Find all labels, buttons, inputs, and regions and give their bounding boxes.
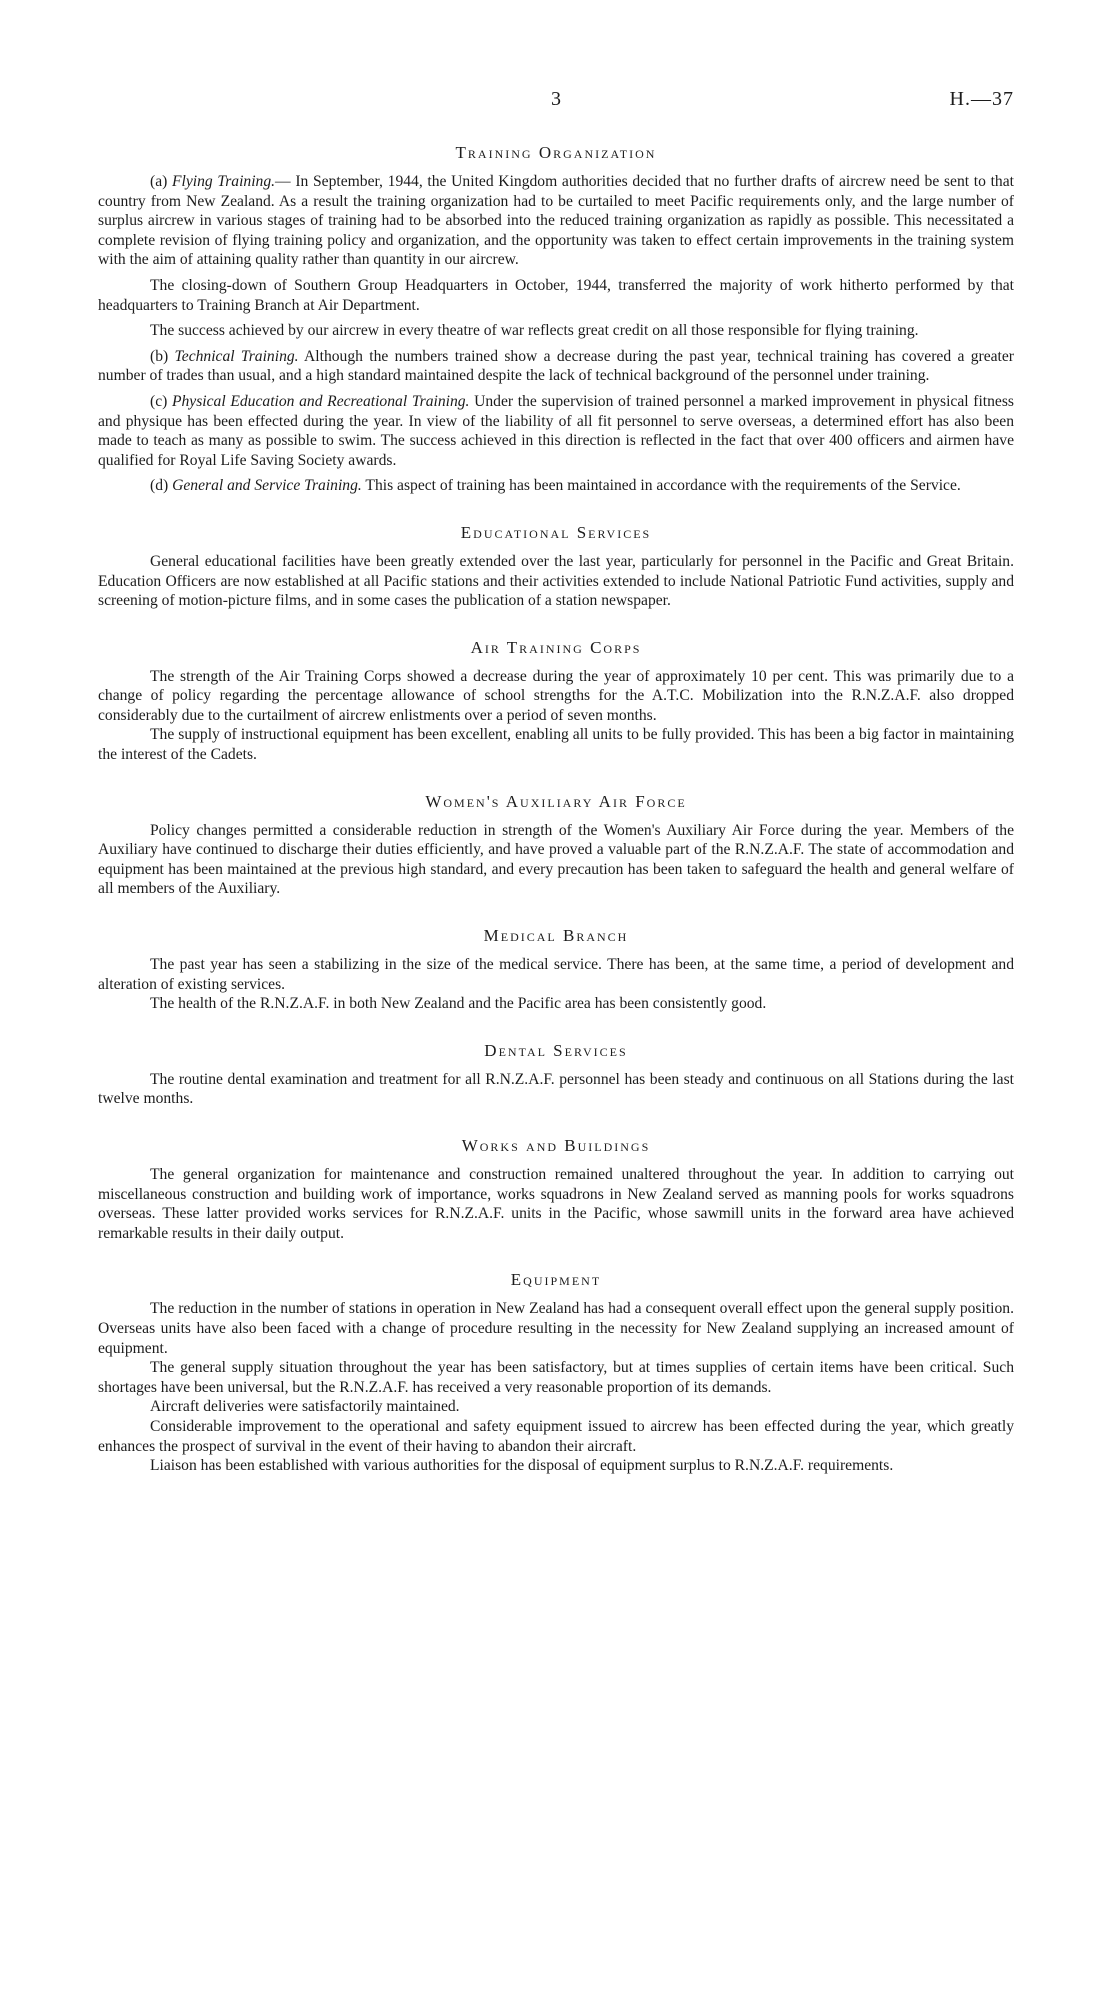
paragraph: The general supply situation throughout the year has been satisfactory, but at times supplies of certain items have been critical. Such shortages have been universal, but the R.N.Z.A.F. has received a very reasonable proportion of its demands. bbox=[98, 1359, 1014, 1396]
paragraph: The success achieved by our aircrew in every theatre of war reflects great credit on all those responsible for flying training. bbox=[150, 322, 919, 340]
paragraph: The closing-down of Southern Group Headquarters in October, 1944, transferred the majority of work hitherto performed by that headquarters to Training Branch at Air Department. bbox=[98, 276, 1014, 314]
paragraph: Policy changes permitted a considerable reduction in strength of the Women's Auxiliary Air Force during the year. Members of the Auxiliary have continued to discharge their duties efficiently, and have proved a valuable part of the R.N.Z.A.F. The state of accommodation and equipment has been maintained at the previous high standard, and every precaution has been taken to safeguard the health and general welfare of all members of the Auxiliary. bbox=[98, 821, 1014, 898]
item-text: — In September, 1944, the United Kingdom authorities decided that no further drafts of aircrew need be sent to that country from New Zealand. As a result the training organization had to be curtailed to meet Pacific requirements only, and the large number of surplus aircrew in various stages of training had to be absorbed into the reduced training organization as rapidly as possible. This necessitated a complete revision of flying training policy and organization, and the opportunity was taken to effect certain improvements in the training system with the aim of attaining quality rather than quantity in our aircrew. bbox=[98, 173, 1014, 269]
section-air-training-corps bbox=[98, 637, 1014, 765]
section-dental-services bbox=[98, 1040, 1014, 1109]
paragraph-general-service-training bbox=[98, 476, 1014, 496]
paragraph: The past year has seen a stabilizing in the size of the medical service. There has been, at the same time, a period of development and alteration of existing services. bbox=[98, 956, 1014, 993]
item-title: Technical Training. bbox=[174, 347, 299, 365]
section-works-and-buildings bbox=[98, 1135, 1014, 1243]
section-heading: Works and Buildings bbox=[461, 1136, 651, 1155]
item-text: This aspect of training has been maintained in accordance with the requirements of the Service. bbox=[361, 477, 961, 495]
section-educational-services bbox=[98, 522, 1014, 611]
item-title: Flying Training. bbox=[172, 173, 276, 190]
item-title: Physical Education and Recreational Training. bbox=[171, 392, 470, 410]
paragraph-flying-training bbox=[98, 172, 1014, 270]
page-number: 3 bbox=[551, 88, 561, 110]
paragraph: Aircraft deliveries were satisfactorily maintained. bbox=[150, 1398, 460, 1416]
item-title: General and Service Training. bbox=[172, 477, 362, 495]
paragraph: The general organization for maintenance and construction remained unaltered throughout the year. In addition to carrying out miscellaneous construction and building work of importance, works squadrons in New Zealand served as manning pools for works squadrons overseas. These latter provided works services for R.N.Z.A.F. units in the Pacific, whose sawmill units in the forward area have achieved remarkable results in their daily output. bbox=[98, 1166, 1014, 1242]
paragraph: The reduction in the number of stations in operation in New Zealand has had a consequent overall effect upon the general supply position. Overseas units have also been faced with a change of procedure resulting in the necessity for New Zealand supplying an increased amount of equipment. bbox=[98, 1300, 1014, 1357]
page-header bbox=[98, 88, 1014, 118]
section-heading: Training Organization bbox=[455, 143, 657, 162]
item-text: Although the numbers trained show a decrease during the past year, technical training has covered a greater number of trades than usual, and a high standard maintained despite the lack of technical background of the personnel under training. bbox=[98, 347, 1014, 385]
paragraph: Liaison has been established with various authorities for the disposal of equipment surplus to R.N.Z.A.F. requirements. bbox=[150, 1457, 894, 1475]
section-heading: Air Training Corps bbox=[470, 637, 642, 657]
document-code: H.—37 bbox=[949, 88, 1014, 110]
item-label: (c) bbox=[150, 392, 172, 410]
paragraph: The routine dental examination and treatment for all R.N.Z.A.F. personnel has been steady and continuous on all Stations during the last twelve months. bbox=[98, 1070, 1014, 1108]
page-body bbox=[98, 142, 1014, 1476]
section-heading: Educational Services bbox=[460, 522, 652, 542]
paragraph: The supply of instructional equipment has been excellent, enabling all units to be fully provided. This has been a big factor in maintaining the interest of the Cadets. bbox=[98, 726, 1014, 764]
item-text: Under the supervision of trained personnel a marked improvement in physical fitness and physique has been effected during the year. In view of the liability of all fit personnel to serve overseas, a determined effort has also been made to teach as many as possible to swim. The success achieved in this direction is reflected in the fact that over 400 officers and airmen have qualified for Royal Life Saving Society awards. bbox=[98, 392, 1014, 469]
item-label: (d) bbox=[150, 477, 173, 495]
paragraph: Considerable improvement to the operational and safety equipment issued to aircrew has been effected during the year, which greatly enhances the prospect of survival in the event of their having to abandon their aircraft. bbox=[98, 1417, 1014, 1455]
paragraph: General educational facilities have been greatly extended over the last year, particularly for personnel in the Pacific and Great Britain. Education Officers are now established at all Pacific stations and their activities extended to include National Patriotic Fund activities, supply and screening of motion-picture films, and in some cases the publication of a station newspaper. bbox=[98, 552, 1014, 610]
section-training-organization bbox=[98, 142, 1014, 496]
section-womens-auxiliary-air-force bbox=[98, 791, 1014, 899]
item-label: (a) bbox=[150, 173, 172, 190]
paragraph-technical-training bbox=[98, 347, 1014, 386]
paragraph-physical-education bbox=[98, 392, 1014, 470]
item-label: (b) bbox=[150, 347, 175, 365]
section-heading: Medical Branch bbox=[483, 926, 629, 946]
section-heading: Women's Auxiliary Air Force bbox=[425, 791, 687, 811]
paragraph: The health of the R.N.Z.A.F. in both New Zealand and the Pacific area has been consistently good. bbox=[150, 995, 767, 1013]
section-medical-branch bbox=[98, 925, 1014, 1014]
section-heading: Dental Services bbox=[484, 1040, 628, 1060]
section-equipment bbox=[98, 1269, 1014, 1475]
paragraph: The strength of the Air Training Corps showed a decrease during the year of approximately 10 per cent. This was primarily due to a change of policy regarding the percentage allowance of school strengths for the A.T.C. Mobilization into the R.N.Z.A.F. also dropped considerably due to the curtailment of aircrew enlistments over a period of seven months. bbox=[98, 667, 1014, 724]
section-heading: Equipment bbox=[510, 1270, 602, 1290]
